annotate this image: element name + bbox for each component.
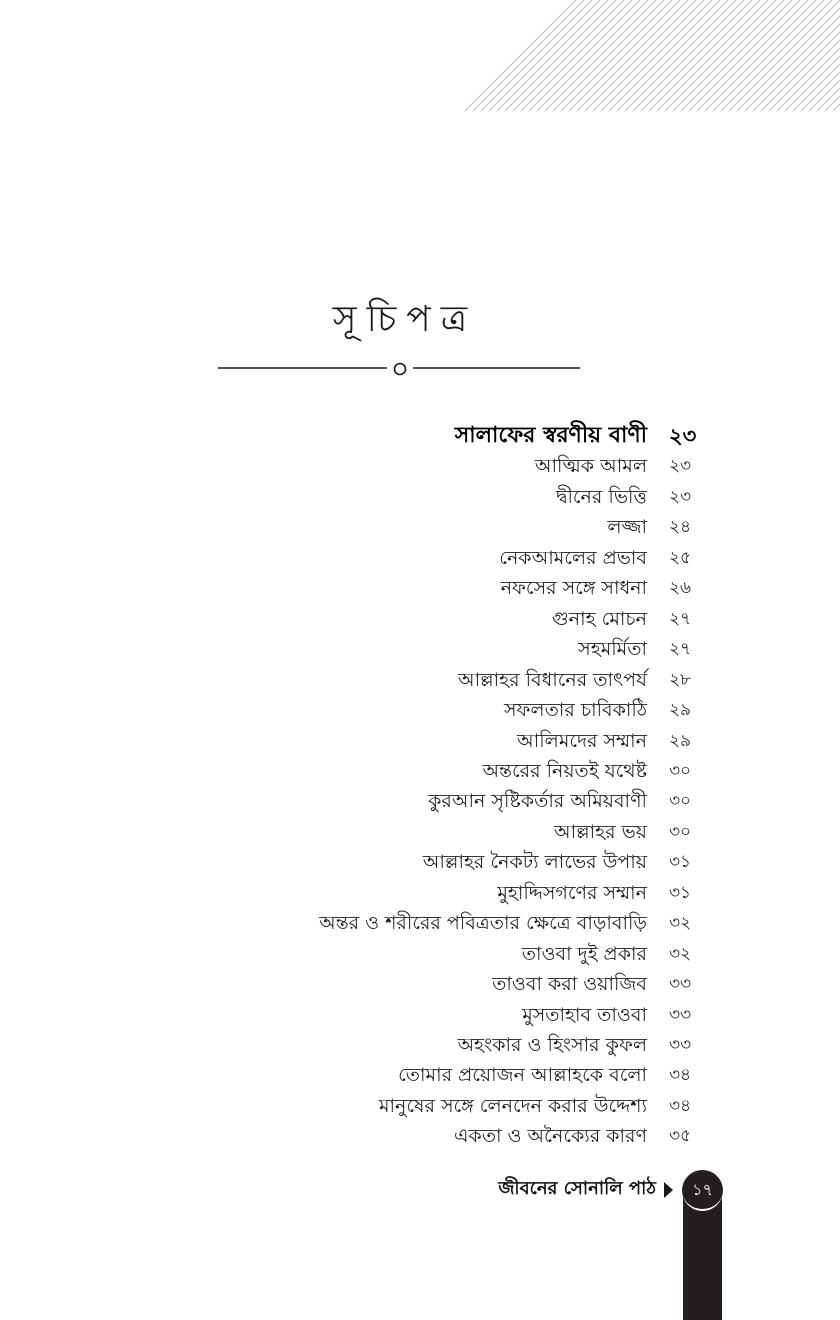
toc-entry-title: মুসতাহাব তাওবা [522,1003,647,1026]
toc-entry-title: মানুষের সঙ্গে লেনদেন করার উদ্দেশ্য [378,1094,647,1117]
toc-entry-page: ২৬ [669,578,692,599]
toc-entry [0,939,840,969]
toc-entry [0,878,840,908]
toc-entry-page: ৩১ [669,882,692,903]
toc-entry [0,695,840,725]
footer-book-title: জীবনের সোনালি পাঠ [498,1178,656,1199]
page-title: সূচিপত্র [332,299,478,340]
toc-entry-title: সালাফের স্বরণীয় বাণী [454,423,647,448]
toc-entry [0,573,840,603]
toc-entry [0,482,840,512]
toc-entry-page: ৩২ [669,943,692,964]
toc-section-heading [0,421,840,451]
toc-entry-title: নফসের সঙ্গে সাধনা [500,577,647,600]
toc-entry [0,604,840,634]
toc-entry-page: ৩৪ [669,1065,692,1086]
toc-entry-title: কুরআন সৃষ্টিকর্তার অমিয়বাণী [428,790,647,813]
toc-entry-page: ২৩ [669,486,692,507]
toc-entry-page: ২৫ [669,547,692,568]
toc-entry-title: আল্লাহর ভয় [553,820,647,843]
toc-entry-page: ২৭ [669,608,692,629]
toc-entry-title: তোমার প্রয়োজন আল্লাহকে বলো [398,1064,647,1087]
toc-entry-page: ৩৪ [669,1095,692,1116]
toc-entry-title: গুনাহ মোচন [551,607,647,630]
toc-entry [0,817,840,847]
toc-entry-page: ৩০ [669,760,692,781]
toc-entry-page: ২৩ [669,456,692,477]
toc-entry-page: ২৩ [669,424,697,448]
toc-entry-title: অহংকার ও হিংসার কুফল [457,1034,647,1056]
toc-entry [0,1030,840,1060]
toc-entry [0,908,840,938]
toc-entry-title: তাওবা করা ওয়াজিব [492,973,647,996]
divider-circle-icon [395,364,406,375]
toc-entry [0,726,840,756]
toc-entry-title: আল্লাহর বিধানের তাৎপর্য [457,668,647,691]
toc-entry-title: আত্মিক আমল [534,455,647,478]
toc-entry [0,512,840,542]
toc-entry [0,847,840,877]
toc-entry-title: নেকআমলের প্রভাব [499,546,647,569]
toc-entry-page: ৩০ [669,821,692,842]
toc-entry [0,451,840,481]
triangle-right-icon [664,1182,673,1198]
toc-entry-title: দ্বীনের ভিত্তি [556,485,647,508]
toc-entry-page: ২৯ [669,700,692,721]
toc-entry [0,1000,840,1030]
toc-entry [0,543,840,573]
toc-entry-page: ৩২ [669,913,692,934]
toc-entry [0,634,840,664]
page-number: ১৭ [692,1180,713,1199]
toc-entry [0,1091,840,1121]
decorative-hatch-pattern [0,0,840,112]
toc-entry [0,1060,840,1090]
toc-entry [0,969,840,999]
toc-entry-title: অন্তর ও শরীরের পবিত্রতার ক্ষেত্রে বাড়াবাড়ি [319,912,647,935]
toc-entry-title: আলিমদের সম্মান [517,729,647,752]
toc-entry [0,1121,840,1151]
toc-entry-title: তাওবা দুই প্রকার [521,942,647,965]
toc-entry-title: সহমর্মিতা [578,638,647,661]
toc-entry-page: ৩৩ [669,1035,692,1055]
toc-entry [0,786,840,816]
toc-entry-page: ২৪ [669,517,692,538]
toc-entry-title: মুহাদ্দিসগণের সম্মান [497,881,647,904]
toc-entry-page: ৩৫ [669,1126,692,1147]
toc-entry [0,756,840,786]
toc-entry-page: ৩৩ [669,974,692,995]
toc-entry-page: ৩৩ [669,1004,692,1025]
toc-entry-title: সফলতার চাবিকাঠি [503,699,647,722]
toc-entry-title: আল্লাহর নৈকট্য লাভের উপায় [422,851,647,874]
toc-entry-page: ২৯ [669,730,692,751]
toc-entry-page: ২৭ [669,639,692,660]
toc-entry [0,665,840,695]
title-divider [210,358,590,380]
toc-entry-title: লজ্জা [607,516,647,539]
toc-entry-title: অন্তরের নিয়তই যথেষ্ট [482,759,647,782]
toc-entry-page: ৩১ [669,852,692,873]
toc-entry-title: একতা ও অনৈক্যের কারণ [453,1125,647,1148]
toc-entry-page: ৩০ [669,791,692,812]
toc-entry-page: ২৮ [669,669,692,690]
